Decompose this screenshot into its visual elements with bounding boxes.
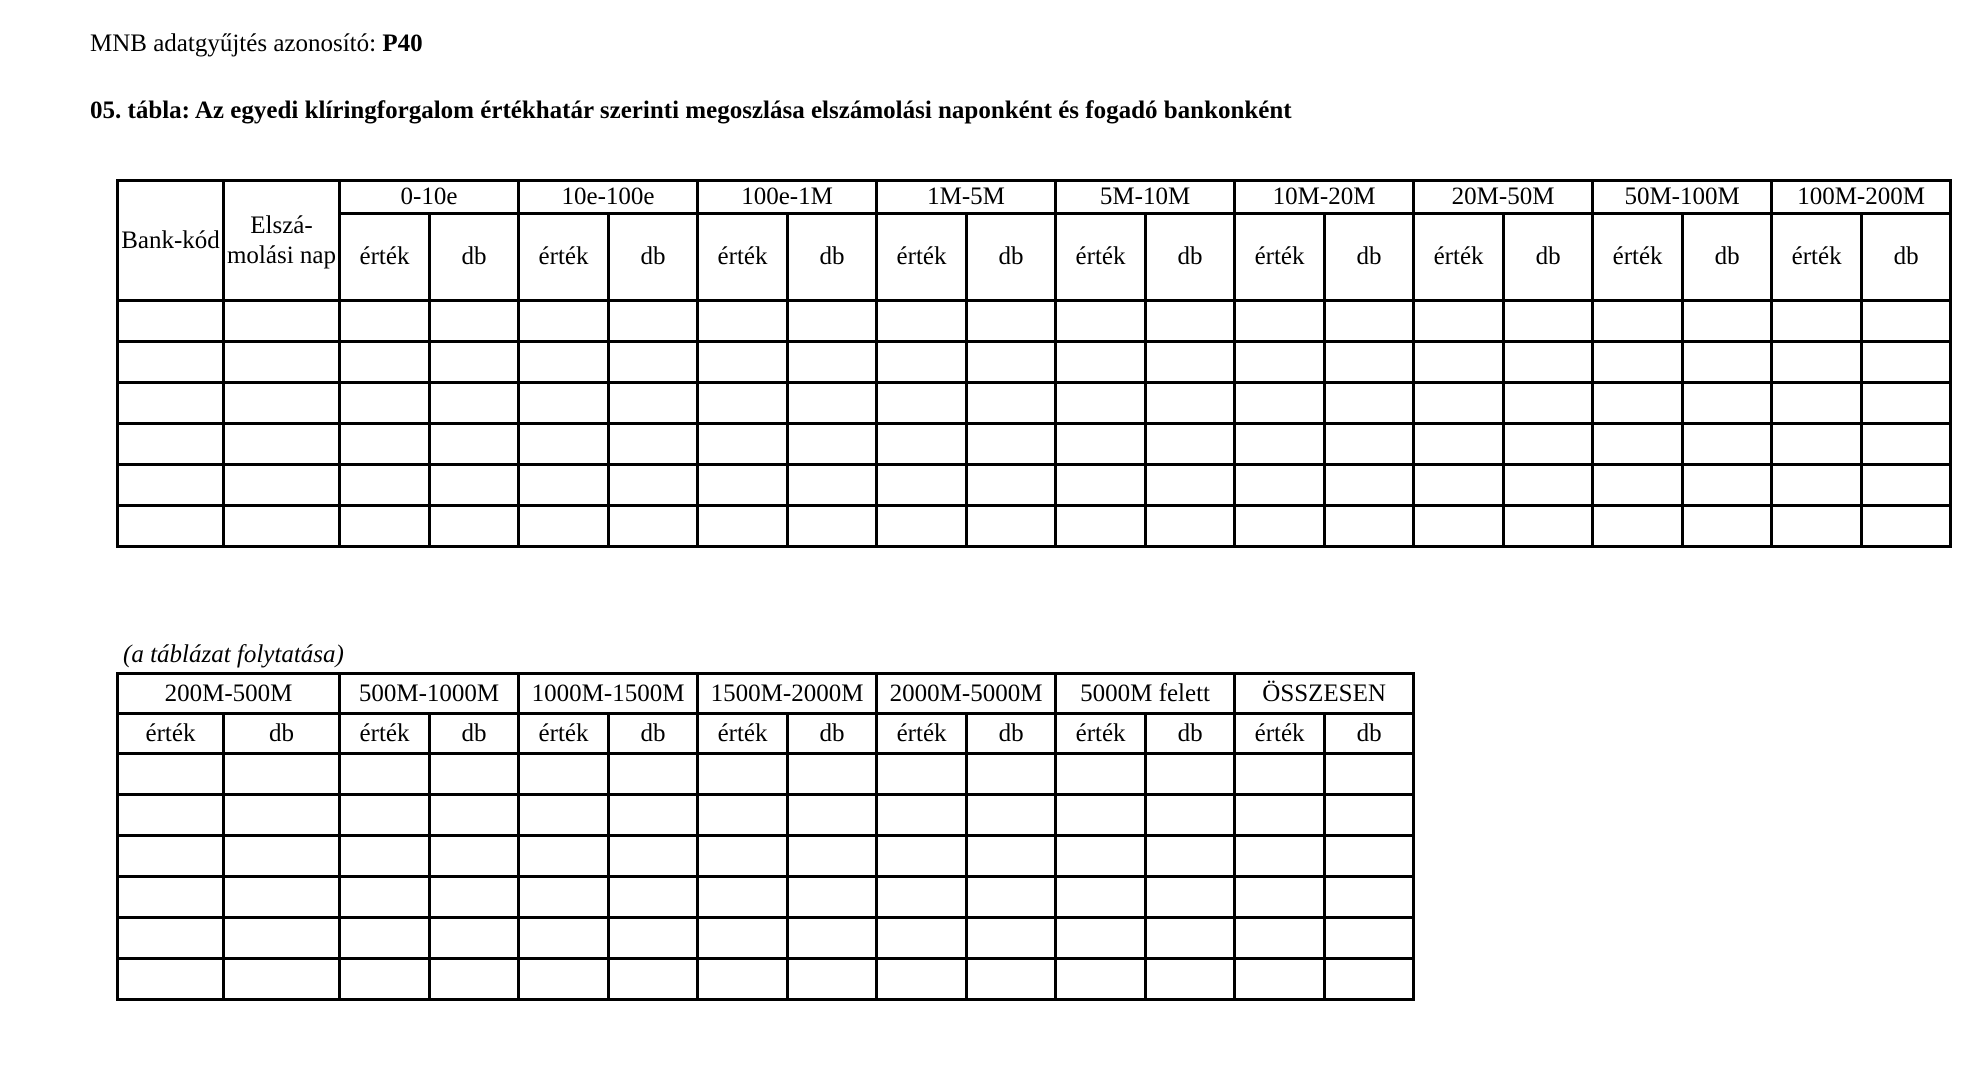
data-cell[interactable] bbox=[1235, 795, 1325, 836]
count-subheader: db bbox=[1504, 214, 1593, 301]
data-cell[interactable] bbox=[1325, 424, 1414, 465]
data-cell[interactable] bbox=[1235, 465, 1325, 506]
data-cell[interactable] bbox=[118, 754, 224, 795]
data-cell[interactable] bbox=[698, 301, 788, 342]
data-cell[interactable] bbox=[609, 877, 698, 918]
header-row-ranges bbox=[118, 674, 1414, 714]
range-header-200m-500m: 200M-500M bbox=[118, 674, 340, 714]
data-cell[interactable] bbox=[1414, 465, 1504, 506]
data-cell[interactable] bbox=[788, 959, 877, 1000]
data-cell[interactable] bbox=[1414, 506, 1504, 547]
data-cell[interactable] bbox=[967, 754, 1056, 795]
data-cell[interactable] bbox=[1504, 383, 1593, 424]
data-cell[interactable] bbox=[698, 424, 788, 465]
table-row bbox=[118, 959, 1414, 1000]
data-cell[interactable] bbox=[1593, 383, 1683, 424]
count-subheader: db bbox=[1683, 214, 1772, 301]
count-subheader: db bbox=[224, 714, 340, 754]
data-cell[interactable] bbox=[340, 383, 430, 424]
data-cell[interactable] bbox=[1235, 424, 1325, 465]
data-cell[interactable] bbox=[118, 424, 224, 465]
data-cell[interactable] bbox=[1325, 795, 1414, 836]
data-cell[interactable] bbox=[1325, 383, 1414, 424]
data-cell[interactable] bbox=[609, 836, 698, 877]
data-cell[interactable] bbox=[1772, 342, 1862, 383]
data-cell[interactable] bbox=[877, 383, 967, 424]
data-cell[interactable] bbox=[1862, 424, 1951, 465]
data-cell[interactable] bbox=[430, 301, 519, 342]
count-subheader: db bbox=[609, 214, 698, 301]
data-cell[interactable] bbox=[519, 754, 609, 795]
data-cell[interactable] bbox=[609, 465, 698, 506]
header-row-subcolumns bbox=[118, 214, 1951, 301]
data-cell[interactable] bbox=[698, 795, 788, 836]
data-cell[interactable] bbox=[1056, 301, 1146, 342]
data-cell[interactable] bbox=[430, 836, 519, 877]
data-cell[interactable] bbox=[224, 465, 340, 506]
table-row bbox=[118, 342, 1951, 383]
data-cell[interactable] bbox=[1146, 795, 1235, 836]
header-row-ranges bbox=[118, 181, 1951, 214]
data-cell[interactable] bbox=[609, 754, 698, 795]
data-cell[interactable] bbox=[519, 424, 609, 465]
data-cell[interactable] bbox=[430, 506, 519, 547]
continuation-label: (a táblázat folytatása) bbox=[123, 641, 344, 668]
data-cell[interactable] bbox=[609, 506, 698, 547]
data-cell[interactable] bbox=[1772, 383, 1862, 424]
data-cell[interactable] bbox=[1056, 506, 1146, 547]
data-cell[interactable] bbox=[1593, 465, 1683, 506]
data-cell[interactable] bbox=[967, 383, 1056, 424]
data-cell[interactable] bbox=[698, 342, 788, 383]
data-cell[interactable] bbox=[877, 959, 967, 1000]
data-cell[interactable] bbox=[1325, 959, 1414, 1000]
data-cell[interactable] bbox=[1146, 959, 1235, 1000]
data-cell[interactable] bbox=[877, 754, 967, 795]
data-cell[interactable] bbox=[1325, 342, 1414, 383]
range-header-500m-1000m: 500M-1000M bbox=[340, 674, 519, 714]
data-cell[interactable] bbox=[118, 506, 224, 547]
value-subheader: érték bbox=[519, 714, 609, 754]
count-subheader: db bbox=[1325, 214, 1414, 301]
data-cell[interactable] bbox=[788, 754, 877, 795]
data-cell[interactable] bbox=[1146, 383, 1235, 424]
data-cell[interactable] bbox=[1056, 959, 1146, 1000]
data-cell[interactable] bbox=[877, 424, 967, 465]
data-cell[interactable] bbox=[967, 918, 1056, 959]
data-cell[interactable] bbox=[698, 506, 788, 547]
range-header-1m-5m: 1M-5M bbox=[877, 181, 1056, 214]
range-header-5m-10m: 5M-10M bbox=[1056, 181, 1235, 214]
data-cell[interactable] bbox=[224, 795, 340, 836]
range-header-50m-100m: 50M-100M bbox=[1593, 181, 1772, 214]
data-cell[interactable] bbox=[1414, 301, 1504, 342]
data-cell[interactable] bbox=[1146, 506, 1235, 547]
data-cell[interactable] bbox=[1683, 465, 1772, 506]
data-cell[interactable] bbox=[1862, 301, 1951, 342]
data-cell[interactable] bbox=[430, 342, 519, 383]
data-cell[interactable] bbox=[224, 424, 340, 465]
data-cell[interactable] bbox=[1414, 424, 1504, 465]
settlement-day-header: Elszá-molási nap bbox=[224, 181, 340, 301]
range-header-20m-50m: 20M-50M bbox=[1414, 181, 1593, 214]
data-cell[interactable] bbox=[609, 424, 698, 465]
clearing-table-part-1 bbox=[116, 179, 1952, 548]
data-cell[interactable] bbox=[1056, 342, 1146, 383]
table-row bbox=[118, 465, 1951, 506]
data-cell[interactable] bbox=[967, 301, 1056, 342]
data-cell[interactable] bbox=[1683, 342, 1772, 383]
data-cell[interactable] bbox=[1056, 754, 1146, 795]
data-cell[interactable] bbox=[698, 918, 788, 959]
data-cell[interactable] bbox=[430, 754, 519, 795]
data-cell[interactable] bbox=[1862, 465, 1951, 506]
data-cell[interactable] bbox=[118, 342, 224, 383]
data-cell[interactable] bbox=[1146, 301, 1235, 342]
data-cell[interactable] bbox=[430, 877, 519, 918]
data-cell[interactable] bbox=[1325, 918, 1414, 959]
data-cell[interactable] bbox=[1235, 877, 1325, 918]
data-cell[interactable] bbox=[1146, 342, 1235, 383]
count-subheader: db bbox=[430, 214, 519, 301]
value-subheader: érték bbox=[1235, 714, 1325, 754]
data-cell[interactable] bbox=[224, 836, 340, 877]
data-cell[interactable] bbox=[118, 301, 224, 342]
range-header-100e-1m: 100e-1M bbox=[698, 181, 877, 214]
value-subheader: érték bbox=[698, 714, 788, 754]
bank-code-header: Bank-kód bbox=[118, 181, 224, 301]
table-row bbox=[118, 383, 1951, 424]
range-header-2000m-5000m: 2000M-5000M bbox=[877, 674, 1056, 714]
data-cell[interactable] bbox=[698, 877, 788, 918]
data-cell[interactable] bbox=[224, 754, 340, 795]
data-cell[interactable] bbox=[788, 506, 877, 547]
range-header-1000m-1500m: 1000M-1500M bbox=[519, 674, 698, 714]
data-cell[interactable] bbox=[1235, 836, 1325, 877]
value-subheader: érték bbox=[1593, 214, 1683, 301]
data-cell[interactable] bbox=[430, 918, 519, 959]
data-cell[interactable] bbox=[340, 959, 430, 1000]
data-cell[interactable] bbox=[609, 383, 698, 424]
data-cell[interactable] bbox=[1862, 342, 1951, 383]
count-subheader: db bbox=[967, 714, 1056, 754]
count-subheader: db bbox=[1325, 714, 1414, 754]
data-cell[interactable] bbox=[1504, 506, 1593, 547]
clearing-table-part-2 bbox=[116, 672, 1415, 1001]
data-cell[interactable] bbox=[118, 836, 224, 877]
count-subheader: db bbox=[967, 214, 1056, 301]
data-cell[interactable] bbox=[877, 836, 967, 877]
data-cell[interactable] bbox=[1772, 301, 1862, 342]
data-cell[interactable] bbox=[340, 342, 430, 383]
data-cell[interactable] bbox=[340, 465, 430, 506]
data-cell[interactable] bbox=[340, 836, 430, 877]
data-cell[interactable] bbox=[1772, 424, 1862, 465]
data-collection-id bbox=[90, 26, 423, 62]
data-cell[interactable] bbox=[1593, 424, 1683, 465]
data-cell[interactable] bbox=[1325, 836, 1414, 877]
data-cell[interactable] bbox=[430, 424, 519, 465]
data-cell[interactable] bbox=[877, 795, 967, 836]
data-cell[interactable] bbox=[1683, 383, 1772, 424]
data-cell[interactable] bbox=[877, 342, 967, 383]
data-cell[interactable] bbox=[430, 959, 519, 1000]
data-cell[interactable] bbox=[967, 795, 1056, 836]
data-cell[interactable] bbox=[224, 506, 340, 547]
data-collection-id-value: P40 bbox=[382, 30, 423, 57]
table-row bbox=[118, 424, 1951, 465]
data-cell[interactable] bbox=[1504, 424, 1593, 465]
range-header-100m-200m: 100M-200M bbox=[1772, 181, 1951, 214]
data-cell[interactable] bbox=[788, 342, 877, 383]
table-row bbox=[118, 301, 1951, 342]
data-cell[interactable] bbox=[1593, 342, 1683, 383]
data-cell[interactable] bbox=[877, 918, 967, 959]
data-cell[interactable] bbox=[340, 424, 430, 465]
table-row bbox=[118, 877, 1414, 918]
value-subheader: érték bbox=[118, 714, 224, 754]
data-cell[interactable] bbox=[1056, 465, 1146, 506]
data-cell[interactable] bbox=[118, 918, 224, 959]
data-cell[interactable] bbox=[609, 342, 698, 383]
data-cell[interactable] bbox=[1325, 754, 1414, 795]
table-row bbox=[118, 754, 1414, 795]
header-row-subcolumns bbox=[118, 714, 1414, 754]
data-cell[interactable] bbox=[224, 918, 340, 959]
value-subheader: érték bbox=[1414, 214, 1504, 301]
data-cell[interactable] bbox=[967, 506, 1056, 547]
data-cell[interactable] bbox=[1056, 424, 1146, 465]
data-cell[interactable] bbox=[967, 959, 1056, 1000]
data-cell[interactable] bbox=[340, 918, 430, 959]
data-cell[interactable] bbox=[519, 506, 609, 547]
data-cell[interactable] bbox=[877, 301, 967, 342]
data-cell[interactable] bbox=[788, 465, 877, 506]
data-cell[interactable] bbox=[519, 918, 609, 959]
data-cell[interactable] bbox=[430, 465, 519, 506]
data-cell[interactable] bbox=[1683, 506, 1772, 547]
data-cell[interactable] bbox=[340, 506, 430, 547]
data-cell[interactable] bbox=[1504, 465, 1593, 506]
table-row bbox=[118, 795, 1414, 836]
data-cell[interactable] bbox=[340, 754, 430, 795]
data-cell[interactable] bbox=[118, 383, 224, 424]
data-cell[interactable] bbox=[340, 795, 430, 836]
data-cell[interactable] bbox=[519, 836, 609, 877]
value-subheader: érték bbox=[877, 214, 967, 301]
data-cell[interactable] bbox=[1325, 877, 1414, 918]
count-subheader: db bbox=[430, 714, 519, 754]
table-row bbox=[118, 506, 1951, 547]
data-cell[interactable] bbox=[1593, 506, 1683, 547]
data-cell[interactable] bbox=[1414, 383, 1504, 424]
count-subheader: db bbox=[609, 714, 698, 754]
data-cell[interactable] bbox=[788, 383, 877, 424]
table-title: 05. tábla: Az egyedi klíringforgalom értékhatár szerinti megoszlása elszámolási naponként és fogadó bankonként bbox=[90, 97, 1292, 124]
count-subheader: db bbox=[788, 214, 877, 301]
data-cell[interactable] bbox=[788, 836, 877, 877]
count-subheader: db bbox=[1146, 214, 1235, 301]
value-subheader: érték bbox=[1235, 214, 1325, 301]
range-header-1500m-2000m: 1500M-2000M bbox=[698, 674, 877, 714]
value-subheader: érték bbox=[1056, 714, 1146, 754]
value-subheader: érték bbox=[340, 214, 430, 301]
data-cell[interactable] bbox=[1772, 506, 1862, 547]
data-cell[interactable] bbox=[224, 877, 340, 918]
data-cell[interactable] bbox=[1414, 342, 1504, 383]
range-header-5000m-felett: 5000M felett bbox=[1056, 674, 1235, 714]
data-cell[interactable] bbox=[519, 342, 609, 383]
data-cell[interactable] bbox=[1862, 383, 1951, 424]
data-cell[interactable] bbox=[118, 795, 224, 836]
data-cell[interactable] bbox=[340, 301, 430, 342]
data-cell[interactable] bbox=[698, 754, 788, 795]
data-cell[interactable] bbox=[1056, 795, 1146, 836]
data-cell[interactable] bbox=[1235, 754, 1325, 795]
count-subheader: db bbox=[1146, 714, 1235, 754]
data-cell[interactable] bbox=[1235, 301, 1325, 342]
data-cell[interactable] bbox=[1504, 342, 1593, 383]
data-cell[interactable] bbox=[1235, 506, 1325, 547]
data-cell[interactable] bbox=[698, 465, 788, 506]
value-subheader: érték bbox=[877, 714, 967, 754]
data-cell[interactable] bbox=[788, 424, 877, 465]
data-cell[interactable] bbox=[1056, 877, 1146, 918]
count-subheader: db bbox=[788, 714, 877, 754]
data-cell[interactable] bbox=[967, 877, 1056, 918]
data-cell[interactable] bbox=[788, 918, 877, 959]
data-cell[interactable] bbox=[609, 918, 698, 959]
data-cell[interactable] bbox=[1146, 836, 1235, 877]
data-cell[interactable] bbox=[1056, 383, 1146, 424]
data-cell[interactable] bbox=[430, 795, 519, 836]
data-cell[interactable] bbox=[698, 836, 788, 877]
value-subheader: érték bbox=[1772, 214, 1862, 301]
range-header-0-10e: 0-10e bbox=[340, 181, 519, 214]
data-cell[interactable] bbox=[118, 877, 224, 918]
value-subheader: érték bbox=[698, 214, 788, 301]
data-cell[interactable] bbox=[1146, 424, 1235, 465]
data-cell[interactable] bbox=[967, 342, 1056, 383]
data-cell[interactable] bbox=[118, 465, 224, 506]
data-cell[interactable] bbox=[1683, 301, 1772, 342]
data-cell[interactable] bbox=[877, 877, 967, 918]
data-cell[interactable] bbox=[1235, 342, 1325, 383]
data-cell[interactable] bbox=[340, 877, 430, 918]
data-cell[interactable] bbox=[788, 795, 877, 836]
data-cell[interactable] bbox=[967, 465, 1056, 506]
data-cell[interactable] bbox=[1146, 877, 1235, 918]
data-cell[interactable] bbox=[519, 301, 609, 342]
data-cell[interactable] bbox=[519, 465, 609, 506]
data-cell[interactable] bbox=[519, 959, 609, 1000]
data-cell[interactable] bbox=[224, 342, 340, 383]
data-cell[interactable] bbox=[609, 301, 698, 342]
data-cell[interactable] bbox=[788, 877, 877, 918]
data-cell[interactable] bbox=[1146, 918, 1235, 959]
data-cell[interactable] bbox=[877, 465, 967, 506]
data-cell[interactable] bbox=[967, 424, 1056, 465]
data-cell[interactable] bbox=[1504, 301, 1593, 342]
data-cell[interactable] bbox=[224, 959, 340, 1000]
data-cell[interactable] bbox=[1683, 424, 1772, 465]
data-cell[interactable] bbox=[1056, 918, 1146, 959]
table-row bbox=[118, 836, 1414, 877]
data-cell[interactable] bbox=[1772, 465, 1862, 506]
data-collection-id-label: MNB adatgyűjtés azonosító: bbox=[90, 30, 377, 57]
data-cell[interactable] bbox=[1325, 301, 1414, 342]
range-header-10e-100e: 10e-100e bbox=[519, 181, 698, 214]
data-cell[interactable] bbox=[698, 383, 788, 424]
data-cell[interactable] bbox=[1235, 383, 1325, 424]
data-cell[interactable] bbox=[1325, 465, 1414, 506]
data-cell[interactable] bbox=[609, 795, 698, 836]
table-row bbox=[118, 918, 1414, 959]
data-cell[interactable] bbox=[877, 506, 967, 547]
value-subheader: érték bbox=[340, 714, 430, 754]
data-cell[interactable] bbox=[1146, 754, 1235, 795]
data-cell[interactable] bbox=[519, 383, 609, 424]
range-header-sszesen: ÖSSZESEN bbox=[1235, 674, 1414, 714]
data-cell[interactable] bbox=[519, 877, 609, 918]
count-subheader: db bbox=[1862, 214, 1951, 301]
data-cell[interactable] bbox=[609, 959, 698, 1000]
value-subheader: érték bbox=[519, 214, 609, 301]
data-cell[interactable] bbox=[1235, 918, 1325, 959]
data-cell[interactable] bbox=[1593, 301, 1683, 342]
data-cell[interactable] bbox=[1325, 506, 1414, 547]
data-cell[interactable] bbox=[1235, 959, 1325, 1000]
data-cell[interactable] bbox=[1056, 836, 1146, 877]
range-header-10m-20m: 10M-20M bbox=[1235, 181, 1414, 214]
data-cell[interactable] bbox=[430, 383, 519, 424]
data-cell[interactable] bbox=[967, 836, 1056, 877]
data-cell[interactable] bbox=[1146, 465, 1235, 506]
data-cell[interactable] bbox=[224, 383, 340, 424]
value-subheader: érték bbox=[1056, 214, 1146, 301]
data-cell[interactable] bbox=[118, 959, 224, 1000]
data-cell[interactable] bbox=[224, 301, 340, 342]
data-cell[interactable] bbox=[698, 959, 788, 1000]
data-cell[interactable] bbox=[1862, 506, 1951, 547]
data-cell[interactable] bbox=[788, 301, 877, 342]
data-cell[interactable] bbox=[519, 795, 609, 836]
